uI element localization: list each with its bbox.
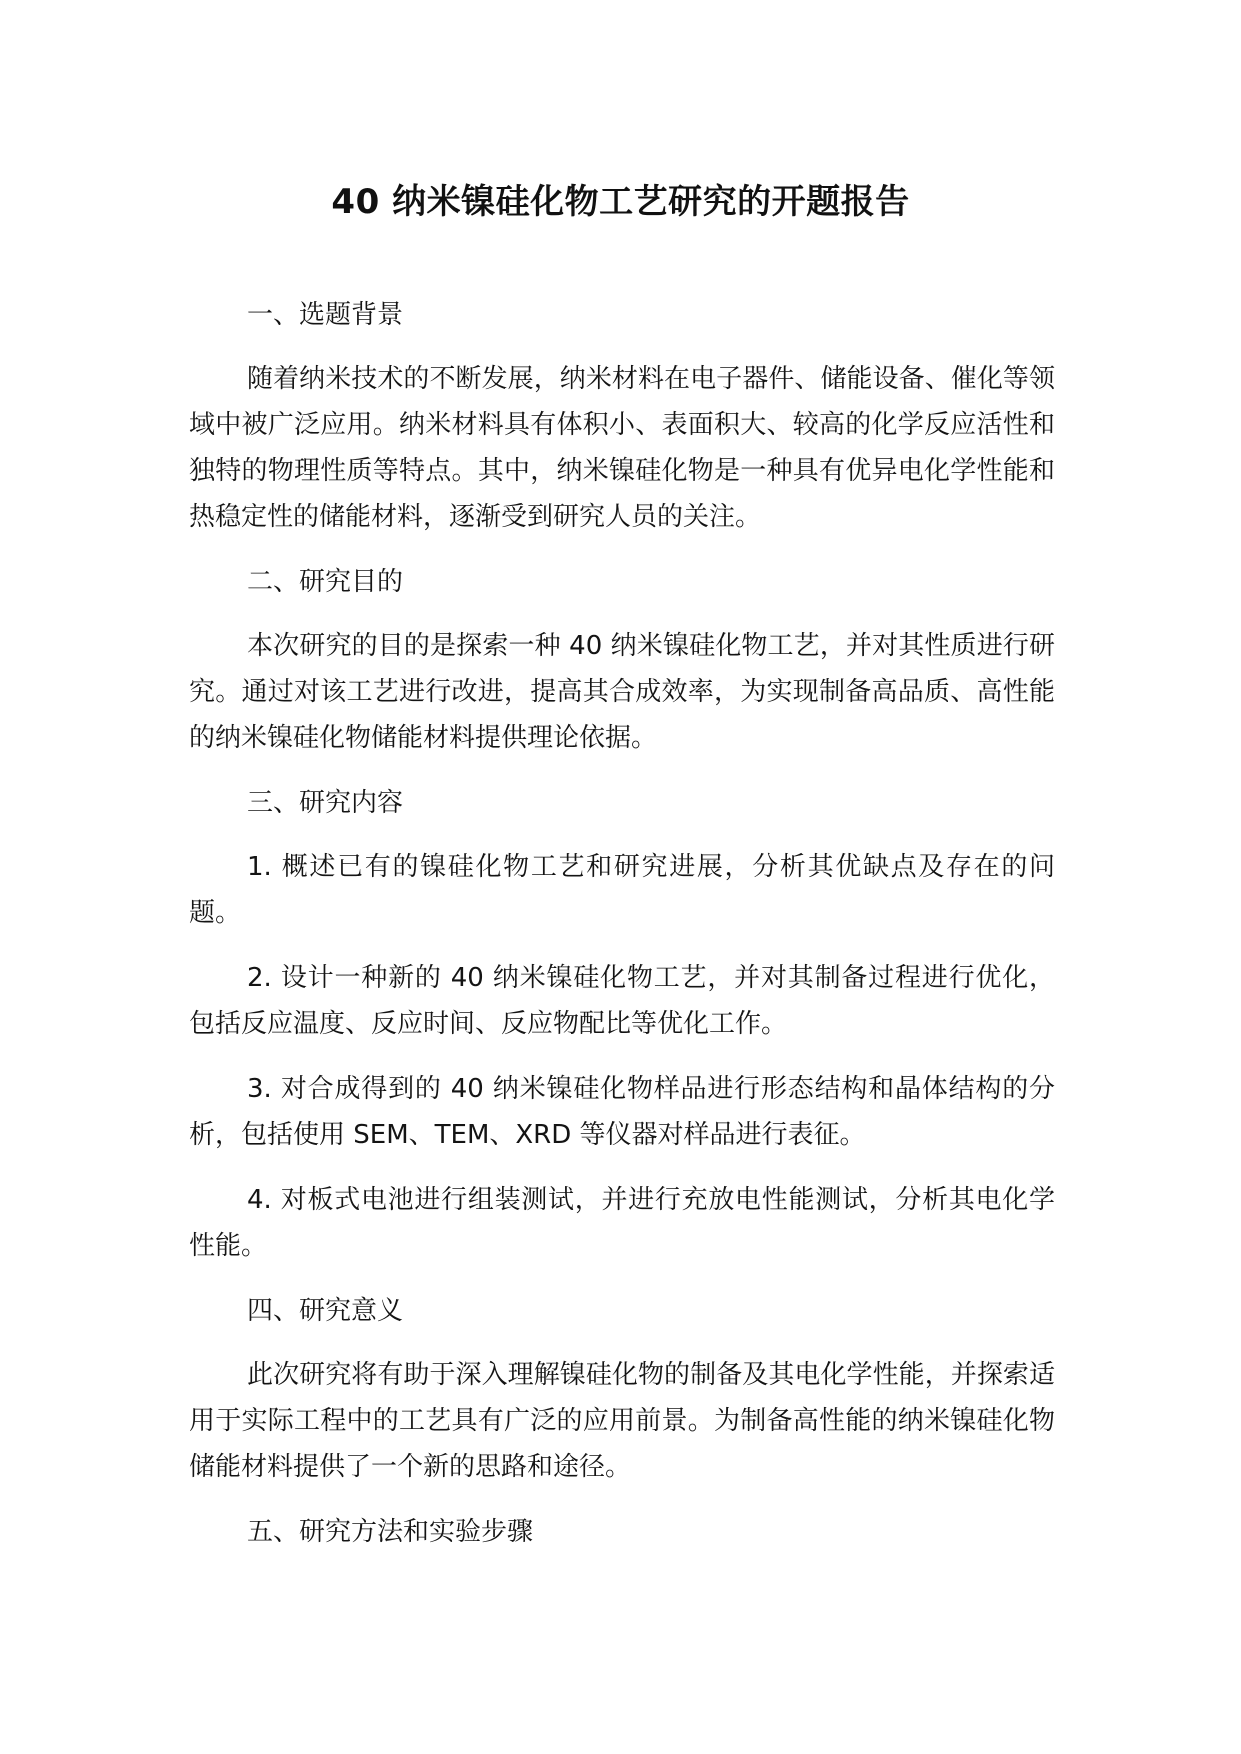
document-title: 40 纳米镍硅化物工艺研究的开题报告 bbox=[331, 182, 910, 222]
section-heading-background: 一、选题背景 bbox=[247, 300, 404, 330]
purpose-paragraph: 本次研究的目的是探索一种 40 纳米镍硅化物工艺，并对其性质进行研究。通过对该工艺进行改进，提高其合成效率，为实现制备高品质、高性能的纳米镍硅化物储能材料提供理论依据。 bbox=[189, 631, 1055, 753]
significance-paragraph: 此次研究将有助于深入理解镍硅化物的制备及其电化学性能，并探索适用于实际工程中的工艺具有广泛的应用前景。为制备高性能的纳米镍硅化物储能材料提供了一个新的思路和途径。 bbox=[189, 1360, 1055, 1482]
section-heading-content: 三、研究内容 bbox=[247, 788, 404, 818]
section-heading-purpose: 二、研究目的 bbox=[247, 567, 404, 597]
content-item-4: 4. 对板式电池进行组装测试，并进行充放电性能测试，分析其电化学性能。 bbox=[189, 1185, 1055, 1261]
section-heading-significance: 四、研究意义 bbox=[247, 1296, 404, 1326]
background-paragraph: 随着纳米技术的不断发展，纳米材料在电子器件、储能设备、催化等领域中被广泛应用。纳米材料具有体积小、表面积大、较高的化学反应活性和独特的物理性质等特点。其中，纳米镍硅化物是一种具有优异电化学性能和热稳定性的储能材料，逐渐受到研究人员的关注。 bbox=[189, 364, 1055, 532]
content-item-2: 2. 设计一种新的 40 纳米镍硅化物工艺，并对其制备过程进行优化，包括反应温度、反应时间、反应物配比等优化工作。 bbox=[189, 963, 1055, 1039]
content-item-3: 3. 对合成得到的 40 纳米镍硅化物样品进行形态结构和晶体结构的分析，包括使用 SEM、TEM、XRD 等仪器对样品进行表征。 bbox=[189, 1074, 1055, 1150]
content-item-1: 1. 概述已有的镍硅化物工艺和研究进展，分析其优缺点及存在的问题。 bbox=[189, 852, 1055, 928]
section-heading-methods: 五、研究方法和实验步骤 bbox=[247, 1517, 534, 1547]
document-body bbox=[189, 292, 1055, 1573]
